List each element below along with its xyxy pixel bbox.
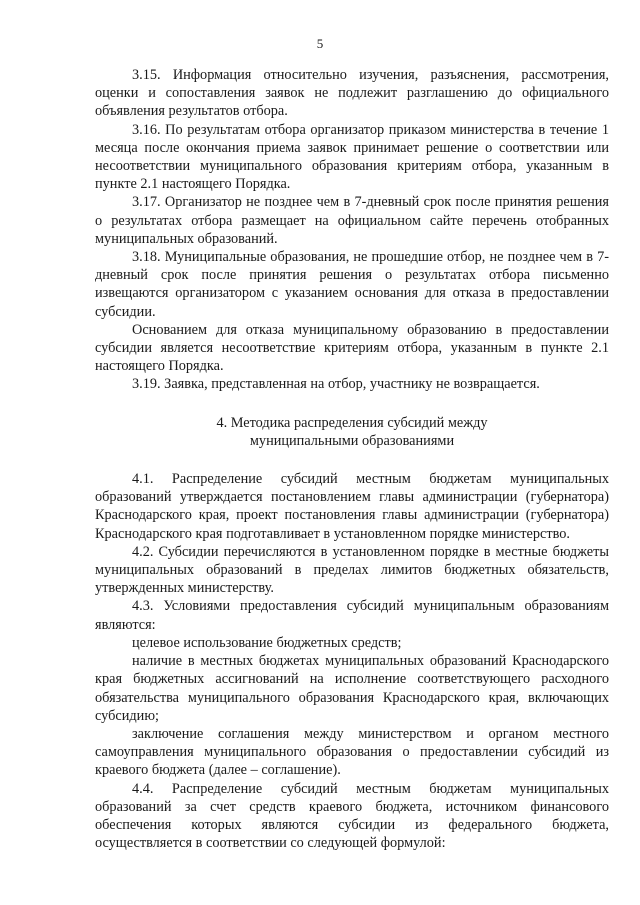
paragraph-4-1: 4.1. Распределение субсидий местным бюджетам муниципальных образований утверждается постановлением главы администрации (губернатора) Краснодарского края, проект постановления главы администрации (губернатора) Краснодарского края подготавливает в установленном порядке министерство. <box>95 471 609 542</box>
condition-agreement: заключение соглашения между министерством и органом местного самоуправления муниципального образования о предоставлении субсидий из краевого бюджета (далее – соглашение). <box>95 725 609 779</box>
paragraph-refusal-basis: Основанием для отказа муниципальному образованию в предоставлении субсидии является несоответствие критериям отбора, указанным в пункте 2.1 настоящего Порядка. <box>95 321 609 375</box>
paragraph-3-18: 3.18. Муниципальные образования, не прошедшие отбор, не позднее чем в 7-дневный срок после принятия решения о результатах отбора письменно извещаются организатором с указанием основания для отказа в предоставлении субсидии. <box>95 249 609 320</box>
document-body <box>95 66 609 852</box>
condition-budget-use: целевое использование бюджетных средств; <box>132 634 402 651</box>
section-heading <box>95 414 609 450</box>
condition-budget-allocations: наличие в местных бюджетах муниципальных образований Краснодарского края бюджетных ассигнований на исполнение соответствующего расходного обязательства муниципального образования Краснодарского края, включающих субсидию; <box>95 653 609 724</box>
paragraph-3-16: 3.16. По результатам отбора организатор приказом министерства в течение 1 месяца после окончания приема заявок принимает решение о соответствии или несоответствии муниципального образования критериям отбора, указанным в пункте 2.1 настоящего Порядка. <box>95 121 609 193</box>
page-number: 5 <box>316 36 324 51</box>
paragraph-3-17: 3.17. Организатор не позднее чем в 7-дневный срок после принятия решения о результатах отбора размещает на официальном сайте перечень отобранных муниципальных образований. <box>95 194 609 247</box>
section-heading-line-1: 4. Методика распределения субсидий между <box>216 414 488 431</box>
section-heading-line-2: муниципальными образованиями <box>249 432 455 449</box>
paragraph-4-2: 4.2. Субсидии перечисляются в установленном порядке в местные бюджеты муниципальных образований в пределах лимитов бюджетных обязательств, утвержденных министерству. <box>95 543 609 597</box>
paragraph-4-4: 4.4. Распределение субсидий местным бюджетам муниципальных образований за счет средств краевого бюджета, источником финансового обеспечения которых являются субсидии из федерального бюджета, осуществляется в соответствии со следующей формулой: <box>95 780 609 852</box>
paragraph-3-15: 3.15. Информация относительно изучения, разъяснения, рассмотрения, оценки и сопоставления заявок не подлежит разглашению до официального объявления результатов отбора. <box>95 67 609 120</box>
paragraph-4-3: 4.3. Условиями предоставления субсидий муниципальным образованиям являются: <box>95 598 609 633</box>
paragraph-3-19: 3.19. Заявка, представленная на отбор, участнику не возвращается. <box>132 376 540 393</box>
